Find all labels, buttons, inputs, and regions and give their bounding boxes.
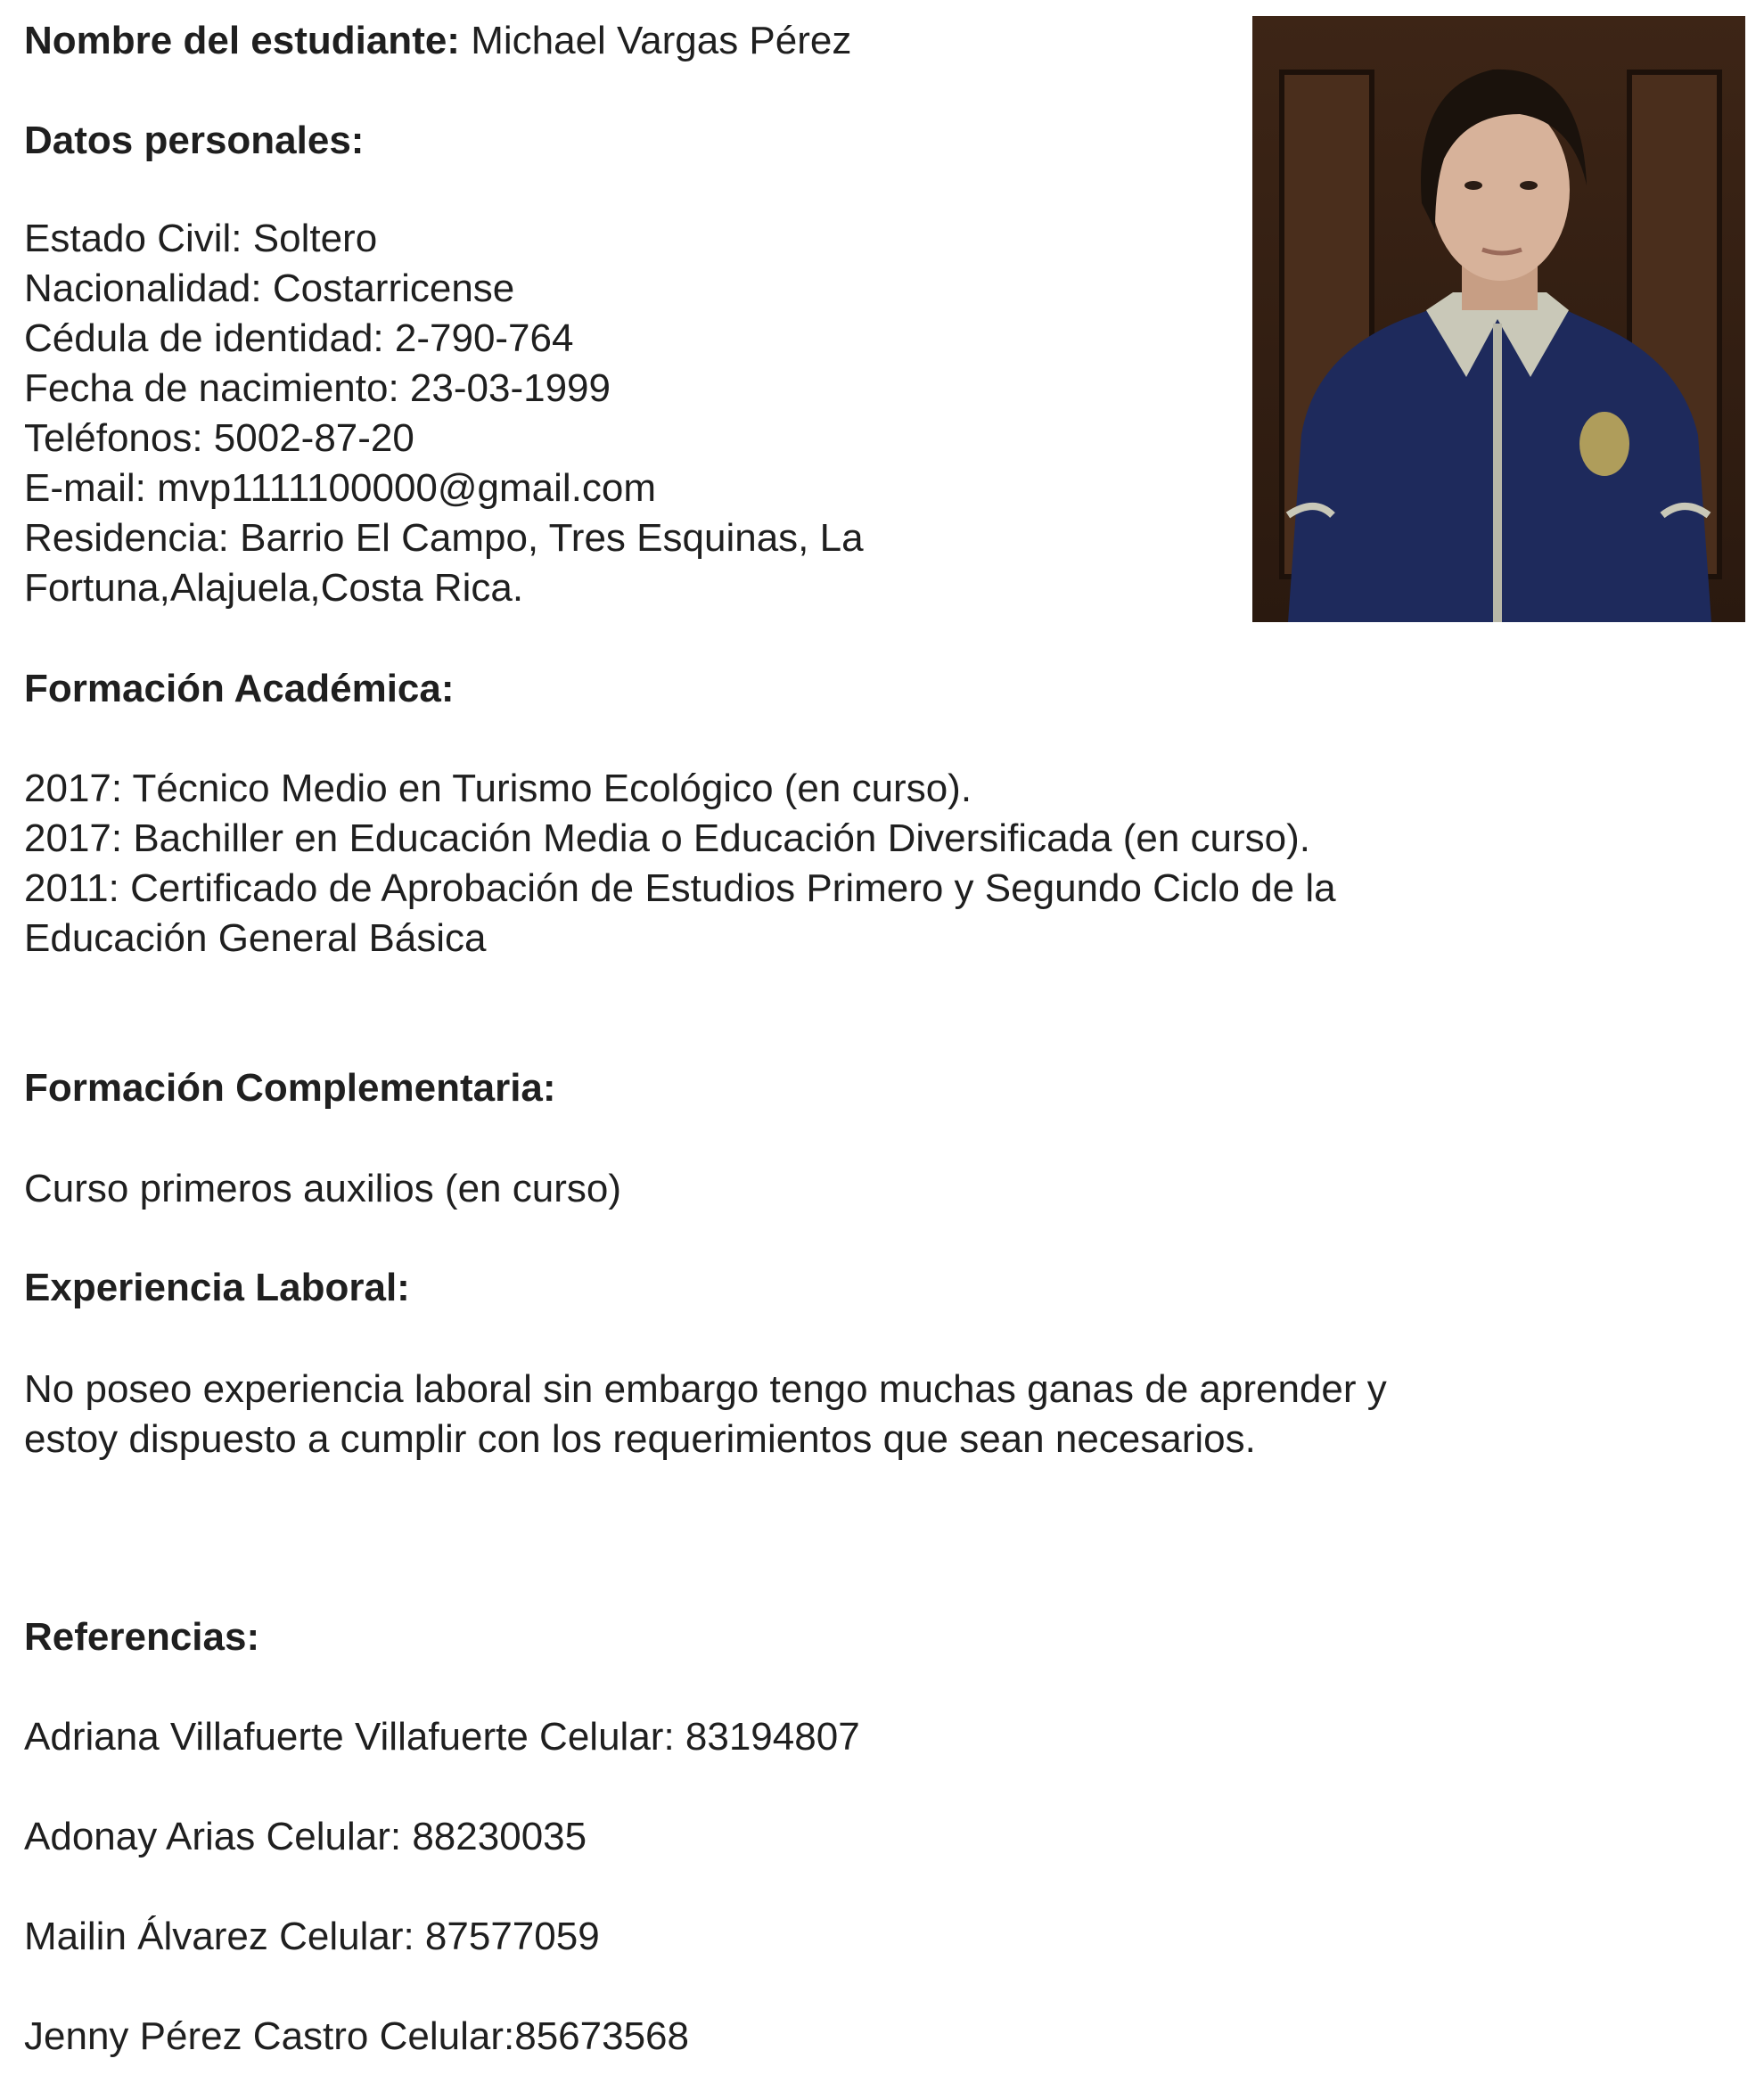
- residence-line: Residencia: Barrio El Campo, Tres Esquinas, La: [24, 516, 864, 560]
- student-name-line: [24, 16, 851, 66]
- experience-line: No poseo experiencia laboral sin embargo tengo muchas ganas de aprender y: [24, 1367, 1387, 1411]
- personal-line: Teléfonos: 5002-87-20: [24, 416, 414, 460]
- academic-line: Educación General Básica: [24, 916, 487, 960]
- person-silhouette: [1252, 16, 1745, 622]
- email-line: E-mail: mvp1111100000@gmail.com: [24, 466, 657, 510]
- experience-heading: Experiencia Laboral:: [24, 1266, 410, 1309]
- reference-item: Jenny Pérez Castro Celular:85673568: [24, 2014, 690, 2058]
- complementary-line: Curso primeros auxilios (en curso): [24, 1167, 621, 1210]
- residence-line: Fortuna,Alajuela,Costa Rica.: [24, 566, 524, 610]
- reference-item: Mailin Álvarez Celular: 87577059: [24, 1915, 600, 1958]
- personal-line: Fecha de nacimiento: 23-03-1999: [24, 366, 611, 410]
- academic-heading: Formación Académica:: [24, 667, 455, 710]
- personal-line: Cédula de identidad: 2-790-764: [24, 316, 574, 360]
- reference-item: Adriana Villafuerte Villafuerte Celular: 83194807: [24, 1715, 860, 1759]
- personal-heading: Datos personales:: [24, 119, 365, 162]
- personal-line: Estado Civil: Soltero: [24, 217, 378, 260]
- personal-line: Nacionalidad: Costarricense: [24, 267, 515, 310]
- reference-item: Adonay Arias Celular: 88230035: [24, 1815, 587, 1858]
- student-name-label: Nombre del estudiante:: [24, 19, 460, 62]
- complementary-heading: Formación Complementaria:: [24, 1066, 556, 1110]
- references-heading: Referencias:: [24, 1615, 260, 1659]
- academic-line: 2011: Certificado de Aprobación de Estudios Primero y Segundo Ciclo de la: [24, 866, 1336, 910]
- experience-line: estoy dispuesto a cumplir con los requerimientos que sean necesarios.: [24, 1417, 1256, 1461]
- academic-line: 2017: Bachiller en Educación Media o Educación Diversificada (en curso).: [24, 816, 1310, 860]
- student-photo: [1252, 16, 1745, 622]
- academic-line: 2017: Técnico Medio en Turismo Ecológico (en curso).: [24, 767, 972, 810]
- student-name-value: Michael Vargas Pérez: [471, 19, 852, 62]
